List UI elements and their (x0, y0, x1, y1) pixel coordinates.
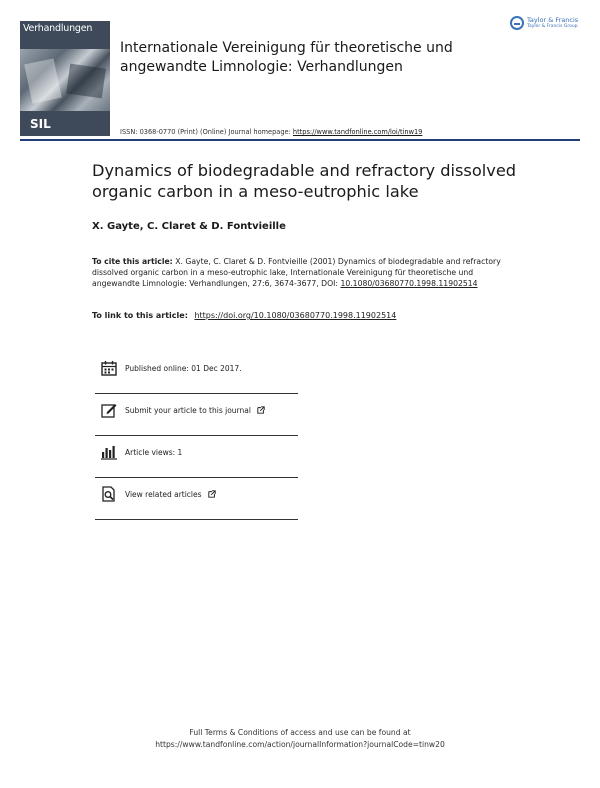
external-link-icon (257, 406, 265, 414)
citation-doi-link[interactable]: 10.1080/03680770.1998.11902514 (340, 279, 478, 288)
publisher-logo (510, 16, 578, 30)
cover-title: Verhandlungen (23, 23, 93, 34)
journal-title: Internationale Vereinigung für theoretische und angewandte Limnologie: Verhandlungen (120, 40, 453, 75)
publisher-name: Taylor & Francis (527, 16, 579, 24)
article-link-line (92, 311, 396, 320)
submit-article-text: Submit your article to this journal (125, 406, 251, 415)
citation-label: To cite this article: (92, 257, 173, 266)
citation-block (92, 256, 502, 289)
article-authors: X. Gayte, C. Claret & D. Fontvieille (92, 221, 286, 232)
external-link-icon (208, 490, 216, 498)
article-info-list (95, 352, 298, 520)
footer-terms-link[interactable]: https://www.tandfonline.com/action/journalInformation?journalCode=tinw20 (155, 740, 445, 749)
published-row (95, 352, 298, 394)
submit-row[interactable] (95, 394, 298, 436)
related-articles-link[interactable] (125, 490, 216, 499)
footer-terms-text: Full Terms & Conditions of access and use can be found at (189, 728, 411, 737)
issn-line (120, 128, 422, 136)
document-search-icon (101, 486, 117, 502)
calendar-icon (101, 360, 117, 376)
article-link-label: To link to this article: (92, 311, 188, 320)
publisher-logo-icon (510, 16, 524, 30)
publisher-subtitle: Taylor & Francis Group (527, 24, 578, 29)
journal-homepage-link[interactable]: https://www.tandfonline.com/loi/tinw19 (292, 128, 423, 136)
bar-chart-icon (101, 444, 117, 460)
views-row (95, 436, 298, 478)
header-divider (20, 139, 580, 141)
related-row[interactable] (95, 478, 298, 520)
issn-text: ISSN: 0368-0770 (Print) (Online) Journal homepage: (120, 128, 291, 136)
journal-cover-image (20, 21, 110, 136)
published-date-text: Published online: 01 Dec 2017. (125, 364, 242, 373)
article-views-text: Article views: 1 (125, 448, 183, 457)
citation-text: X. Gayte, C. Claret & D. Fontvieille (2001) Dynamics of biodegradable and refractory dissolved organic carbon in a meso-eutrophic lake, Internationale Vereinigung für theoretische und angewandte Limnologie: Verhandlungen, 27:6, 3674-3677, DOI: (92, 257, 501, 288)
cover-photo-panel (66, 64, 106, 99)
article-doi-link[interactable]: https://doi.org/10.1080/03680770.1998.11902514 (194, 311, 397, 320)
edit-icon (101, 402, 117, 418)
submit-article-link[interactable] (125, 406, 265, 415)
article-title: Dynamics of biodegradable and refractory dissolved organic carbon in a meso-eutrophic lake (92, 161, 517, 201)
footer (0, 727, 600, 751)
related-articles-text: View related articles (125, 490, 202, 499)
sil-logo: SIL (30, 117, 51, 131)
